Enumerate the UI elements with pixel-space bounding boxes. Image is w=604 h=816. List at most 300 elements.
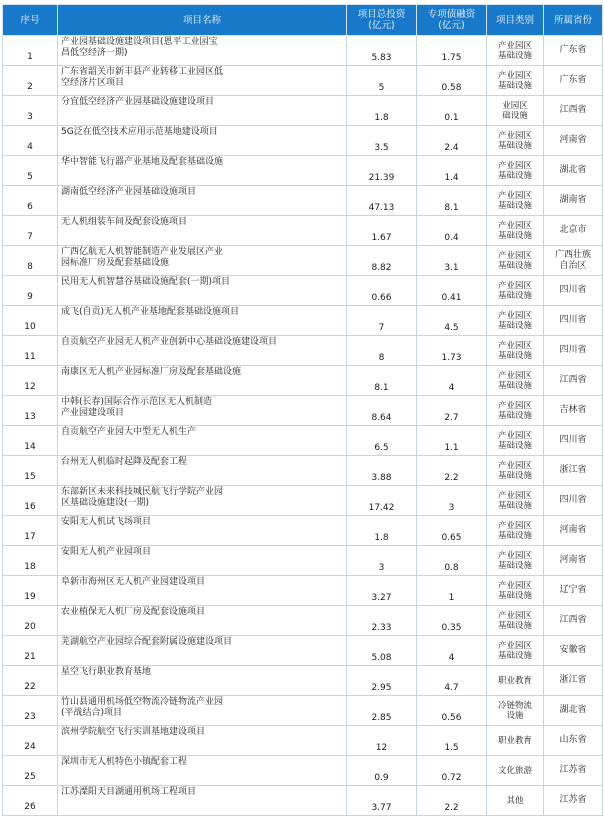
cell-project-name-text: 安阳无人机试飞场项目: [61, 517, 152, 527]
cell-province: [544, 576, 603, 606]
cell-total-investment-text: 6.5: [374, 443, 389, 453]
table-row: [3, 246, 603, 276]
cell-bond-financing: [417, 96, 487, 126]
cell-type: [487, 276, 544, 306]
header-name: 项目名称: [58, 5, 347, 36]
cell-no-text: 16: [24, 502, 36, 512]
cell-province-text: 安徽省: [559, 645, 587, 655]
cell-project-name-text: 中韩(长春)国际合作示范区无人机制造 产业园建设项目: [61, 397, 213, 418]
cell-project-name: [58, 216, 347, 246]
table-row: [3, 186, 603, 216]
cell-province-text: 江苏省: [559, 765, 587, 775]
cell-type-text: 产业园区 基础设施: [497, 280, 532, 301]
cell-province: [544, 486, 603, 516]
cell-project-name-text: 产业园基础设施建设项目(恩平工业园宝 昌低空经济一期): [61, 37, 218, 58]
cell-province-text: 江西省: [559, 105, 587, 115]
cell-province-text: 浙江省: [559, 465, 587, 475]
cell-total-investment: [347, 186, 417, 216]
cell-type-text: 产业园区 基础设施: [497, 370, 532, 391]
cell-no-text: 21: [24, 652, 36, 662]
cell-total-investment-text: 3.77: [371, 803, 392, 813]
cell-total-investment-text: 0.9: [374, 773, 389, 783]
cell-no: [3, 726, 58, 756]
cell-project-name-text: 分宜低空经济产业园基础设施建设项目: [61, 97, 215, 107]
cell-province-text: 四川省: [559, 315, 587, 325]
cell-bond-financing: [417, 516, 487, 546]
header-no: 序号: [3, 5, 58, 36]
cell-project-name-text: 无人机组装车间及配套设施项目: [61, 217, 188, 227]
cell-project-name-text: 农业植保无人机厂房及配套设施项目: [61, 607, 206, 617]
cell-bond-financing: [417, 156, 487, 186]
header-province: 所属省份: [544, 5, 603, 36]
cell-type: [487, 426, 544, 456]
cell-no: [3, 336, 58, 366]
cell-type-text: 产业园区 基础设施: [497, 400, 532, 421]
cell-total-investment: [347, 36, 417, 66]
cell-bond-financing-text: 0.56: [441, 713, 462, 723]
cell-no-text: 18: [24, 562, 36, 572]
cell-bond-financing: [417, 186, 487, 216]
cell-total-investment-text: 2.95: [371, 683, 392, 693]
cell-province: [544, 516, 603, 546]
cell-project-name-text: 滨州学院航空飞行实训基地建设项目: [61, 727, 206, 737]
cell-no-text: 5: [27, 172, 33, 182]
cell-project-name: [58, 696, 347, 726]
cell-no: [3, 696, 58, 726]
cell-type: [487, 516, 544, 546]
cell-project-name: [58, 96, 347, 126]
cell-bond-financing-text: 3: [448, 503, 455, 513]
cell-province-text: 河南省: [559, 555, 587, 565]
table-row: [3, 456, 603, 486]
cell-bond-financing: [417, 276, 487, 306]
cell-province: [544, 66, 603, 96]
table-row: [3, 486, 603, 516]
cell-bond-financing-text: 4: [448, 653, 455, 663]
cell-project-name-text: 星空飞行职业教育基地: [61, 667, 152, 677]
cell-bond-financing-text: 2.4: [444, 143, 459, 153]
cell-bond-financing-text: 1: [448, 593, 455, 603]
cell-type: [487, 246, 544, 276]
cell-bond-financing-text: 1.5: [444, 743, 459, 753]
cell-project-name: [58, 306, 347, 336]
cell-bond-financing-text: 1.73: [441, 353, 462, 363]
cell-no: [3, 306, 58, 336]
cell-total-investment-text: 5.83: [371, 53, 392, 63]
cell-no-text: 14: [24, 442, 36, 452]
cell-bond-financing-text: 0.35: [441, 623, 462, 633]
cell-no-text: 23: [24, 712, 36, 722]
cell-no-text: 20: [24, 622, 36, 632]
cell-type-text: 产业园区 基础设施: [497, 340, 532, 361]
cell-project-name: [58, 276, 347, 306]
cell-total-investment: [347, 396, 417, 426]
cell-type-text: 产业园区 基础设施: [497, 520, 532, 541]
cell-bond-financing: [417, 336, 487, 366]
cell-type-text: 产业园区 基础设施: [497, 220, 532, 241]
cell-province: [544, 666, 603, 696]
cell-total-investment-text: 7: [378, 323, 385, 333]
cell-type-text: 职业教育: [497, 675, 532, 686]
cell-no-text: 8: [27, 262, 33, 272]
cell-project-name-text: 自贡航空产业园大中型无人机生产: [61, 427, 197, 437]
cell-total-investment-text: 2.85: [371, 713, 392, 723]
cell-project-name: [58, 546, 347, 576]
cell-no: [3, 456, 58, 486]
table-row: [3, 276, 603, 306]
table-row: [3, 306, 603, 336]
cell-no: [3, 96, 58, 126]
cell-project-name-text: 芜湖航空产业园综合配套附属设施建设项目: [61, 637, 233, 647]
cell-type: [487, 36, 544, 66]
cell-province: [544, 396, 603, 426]
cell-no: [3, 426, 58, 456]
cell-province: [544, 126, 603, 156]
cell-no: [3, 546, 58, 576]
cell-total-investment: [347, 336, 417, 366]
cell-project-name-text: 5G泛在低空技术应用示范基地建设项目: [61, 127, 218, 137]
cell-province: [544, 306, 603, 336]
table-row: [3, 696, 603, 726]
table-row: [3, 366, 603, 396]
cell-province: [544, 246, 603, 276]
table-row: [3, 516, 603, 546]
cell-province: [544, 726, 603, 756]
cell-project-name: [58, 156, 347, 186]
cell-total-investment-text: 3.5: [374, 143, 389, 153]
cell-no-text: 6: [27, 202, 33, 212]
cell-bond-financing-text: 2.2: [444, 473, 459, 483]
table-row: [3, 126, 603, 156]
cell-no-text: 12: [24, 382, 36, 392]
cell-type: [487, 486, 544, 516]
cell-total-investment-text: 8.1: [374, 383, 389, 393]
cell-bond-financing-text: 1.4: [444, 173, 459, 183]
cell-no: [3, 186, 58, 216]
cell-bond-financing: [417, 726, 487, 756]
cell-bond-financing-text: 4: [448, 383, 455, 393]
cell-project-name-text: 东部新区未来科技城民航飞行学院产业园 区基础设施建设(一期): [61, 487, 224, 508]
cell-province: [544, 36, 603, 66]
cell-province-text: 四川省: [559, 495, 587, 505]
cell-project-name-text: 深圳市无人机特色小镇配套工程: [61, 757, 188, 767]
cell-no-text: 24: [24, 742, 36, 752]
cell-total-investment-text: 2.33: [371, 623, 392, 633]
cell-project-name: [58, 456, 347, 486]
cell-total-investment: [347, 276, 417, 306]
cell-total-investment: [347, 426, 417, 456]
cell-province-text: 湖北省: [559, 165, 587, 175]
cell-province-text: 广东省: [559, 75, 587, 85]
cell-project-name: [58, 36, 347, 66]
cell-type: [487, 696, 544, 726]
table-row: [3, 636, 603, 666]
cell-bond-financing: [417, 546, 487, 576]
cell-total-investment-text: 17.42: [368, 503, 395, 513]
table-row: [3, 66, 603, 96]
cell-province-text: 湖北省: [559, 705, 587, 715]
cell-type: [487, 126, 544, 156]
cell-total-investment-text: 8: [378, 353, 385, 363]
header-total-investment: 项目总投资 (亿元): [347, 5, 417, 36]
cell-bond-financing-text: 8.1: [444, 203, 459, 213]
cell-province: [544, 336, 603, 366]
cell-type-text: 产业园区 基础设施: [497, 610, 532, 631]
cell-bond-financing-text: 3.1: [444, 263, 459, 273]
cell-total-investment: [347, 126, 417, 156]
cell-province-text: 辽宁省: [559, 585, 587, 595]
cell-bond-financing-text: 0.41: [441, 293, 462, 303]
cell-project-name: [58, 426, 347, 456]
cell-bond-financing: [417, 456, 487, 486]
cell-project-name: [58, 246, 347, 276]
cell-total-investment: [347, 636, 417, 666]
cell-province: [544, 276, 603, 306]
cell-bond-financing-text: 0.1: [444, 113, 459, 123]
cell-type: [487, 786, 544, 816]
table-row: [3, 336, 603, 366]
cell-bond-financing-text: 0.58: [441, 83, 462, 93]
cell-type-text: 产业园区 基础设施: [497, 430, 532, 451]
cell-bond-financing-text: 1.1: [444, 443, 459, 453]
cell-total-investment: [347, 306, 417, 336]
table-row: [3, 786, 603, 816]
cell-bond-financing: [417, 216, 487, 246]
cell-no-text: 11: [24, 352, 36, 362]
cell-total-investment: [347, 546, 417, 576]
cell-total-investment-text: 0.66: [371, 293, 392, 303]
cell-no-text: 13: [24, 412, 36, 422]
table-row: [3, 96, 603, 126]
cell-project-name: [58, 186, 347, 216]
cell-type: [487, 366, 544, 396]
cell-total-investment-text: 1.67: [371, 233, 392, 243]
cell-province: [544, 636, 603, 666]
header-type: 项目类别: [487, 5, 544, 36]
cell-type-text: 产业园区 基础设施: [497, 190, 532, 211]
cell-type: [487, 636, 544, 666]
cell-province: [544, 186, 603, 216]
cell-province-text: 广东省: [559, 45, 587, 55]
cell-province-text: 山东省: [559, 735, 587, 745]
cell-no: [3, 576, 58, 606]
cell-type-text: 产业园区 基础设施: [497, 310, 532, 331]
cell-bond-financing-text: 0.8: [444, 563, 459, 573]
cell-total-investment: [347, 666, 417, 696]
cell-project-name: [58, 336, 347, 366]
cell-no: [3, 396, 58, 426]
cell-total-investment-text: 3: [378, 563, 385, 573]
cell-total-investment-text: 3.88: [371, 473, 392, 483]
cell-bond-financing: [417, 486, 487, 516]
cell-no: [3, 606, 58, 636]
cell-type-text: 产业园区 基础设施: [497, 40, 532, 61]
cell-province-text: 河南省: [559, 135, 587, 145]
cell-bond-financing: [417, 396, 487, 426]
cell-project-name-text: 阜新市海州区无人机产业园建设项目: [61, 577, 206, 587]
cell-type-text: 文化旅游: [497, 765, 532, 776]
cell-province: [544, 426, 603, 456]
cell-type: [487, 216, 544, 246]
cell-no-text: 4: [27, 142, 33, 152]
cell-no-text: 25: [24, 772, 36, 782]
cell-province: [544, 366, 603, 396]
cell-project-name: [58, 786, 347, 816]
cell-province-text: 湖南省: [559, 195, 587, 205]
cell-project-name-text: 台州无人机临时起降及配套工程: [61, 457, 188, 467]
cell-total-investment: [347, 786, 417, 816]
cell-type-text: 产业园区 基础设施: [497, 160, 532, 181]
cell-project-name: [58, 66, 347, 96]
cell-no-text: 7: [27, 232, 33, 242]
cell-bond-financing: [417, 66, 487, 96]
project-table: [2, 4, 603, 816]
cell-province-text: 浙江省: [559, 675, 587, 685]
cell-type: [487, 186, 544, 216]
cell-no: [3, 636, 58, 666]
cell-project-name-text: 成飞(自贡)无人机产业基地配套基础设施项目: [61, 307, 240, 317]
cell-type-text: 产业园区 基础设施: [497, 250, 532, 271]
cell-total-investment-text: 5.08: [371, 653, 392, 663]
table-row: [3, 666, 603, 696]
cell-project-name-text: 自贡航空产业园无人机产业创新中心基础设施建设项目: [61, 337, 278, 347]
cell-no-text: 15: [24, 472, 36, 482]
table-row: [3, 606, 603, 636]
cell-project-name-text: 华中智能飞行器产业基地及配套基础设施: [61, 157, 224, 167]
cell-no: [3, 516, 58, 546]
cell-province: [544, 696, 603, 726]
cell-type: [487, 546, 544, 576]
cell-no: [3, 156, 58, 186]
cell-no-text: 19: [24, 592, 36, 602]
cell-type: [487, 66, 544, 96]
cell-project-name-text: 广西亿航无人机智能制造产业发展区产业 园标准厂房及配套基础设施: [61, 247, 224, 268]
table-row: [3, 546, 603, 576]
cell-province-text: 江西省: [559, 615, 587, 625]
cell-province-text: 吉林省: [559, 405, 587, 415]
cell-project-name-text: 江苏溧阳天目湖通用机场工程项目: [61, 787, 197, 797]
cell-no-text: 1: [27, 52, 33, 62]
cell-no: [3, 486, 58, 516]
cell-project-name: [58, 606, 347, 636]
cell-bond-financing-text: 4.5: [444, 323, 459, 333]
cell-type-text: 产业园区 基础设施: [497, 640, 532, 661]
cell-type: [487, 156, 544, 186]
cell-type-text: 产业园区 基础设施: [497, 460, 532, 481]
cell-no-text: 22: [24, 682, 36, 692]
table-row: [3, 426, 603, 456]
cell-type-text: 产业园区 基础设施: [497, 130, 532, 151]
cell-bond-financing-text: 1.75: [441, 53, 462, 63]
cell-province-text: 河南省: [559, 525, 587, 535]
cell-bond-financing: [417, 576, 487, 606]
cell-type-text: 其他: [506, 795, 524, 806]
cell-type: [487, 666, 544, 696]
cell-project-name: [58, 486, 347, 516]
cell-no-text: 3: [27, 112, 33, 122]
cell-bond-financing: [417, 666, 487, 696]
table-row: [3, 726, 603, 756]
cell-project-name: [58, 576, 347, 606]
cell-type: [487, 456, 544, 486]
cell-province-text: 四川省: [559, 435, 587, 445]
cell-province: [544, 156, 603, 186]
table-row: [3, 216, 603, 246]
cell-bond-financing: [417, 126, 487, 156]
cell-total-investment-text: 21.39: [368, 173, 395, 183]
cell-total-investment: [347, 246, 417, 276]
cell-no-text: 17: [24, 532, 36, 542]
cell-project-name: [58, 366, 347, 396]
cell-total-investment-text: 12: [375, 743, 388, 753]
cell-province-text: 北京市: [559, 225, 587, 235]
cell-total-investment: [347, 216, 417, 246]
cell-project-name-text: 竹山县通用机场低空物流冷链物流产业园 (平战结合)项目: [61, 697, 224, 718]
cell-province: [544, 786, 603, 816]
cell-bond-financing-text: 0.72: [441, 773, 462, 783]
cell-bond-financing-text: 2.7: [444, 413, 459, 423]
cell-project-name-text: 广东省韶关市新丰县产业转移工业园区低 空经济片区项目: [61, 67, 224, 88]
cell-total-investment: [347, 156, 417, 186]
cell-bond-financing: [417, 306, 487, 336]
cell-bond-financing-text: 0.65: [441, 533, 462, 543]
cell-type: [487, 96, 544, 126]
cell-type: [487, 576, 544, 606]
cell-total-investment: [347, 606, 417, 636]
cell-bond-financing-text: 0.4: [444, 233, 459, 243]
cell-bond-financing-text: 2.2: [444, 803, 459, 813]
cell-type-text: 产业园区 基础设施: [497, 580, 532, 601]
cell-project-name-text: 湖南低空经济产业园基础设施项目: [61, 187, 197, 197]
cell-total-investment: [347, 516, 417, 546]
cell-total-investment-text: 1.8: [374, 113, 389, 123]
cell-total-investment: [347, 366, 417, 396]
cell-project-name-text: 民用无人机智慧谷基础设施配套(一期)项目: [61, 277, 231, 287]
cell-no-text: 10: [24, 322, 36, 332]
cell-total-investment: [347, 726, 417, 756]
cell-type-text: 职业教育: [497, 735, 532, 746]
cell-no: [3, 36, 58, 66]
cell-bond-financing: [417, 246, 487, 276]
cell-total-investment: [347, 66, 417, 96]
cell-total-investment: [347, 96, 417, 126]
cell-no: [3, 666, 58, 696]
cell-project-name-text: 南康区无人机产业园标准厂房及配套基础设施: [61, 367, 242, 377]
cell-no: [3, 66, 58, 96]
header-bond-financing: 专项债融资 (亿元): [417, 5, 487, 36]
cell-type-text: 冷链物流 设施: [497, 700, 532, 721]
cell-project-name: [58, 126, 347, 156]
cell-type: [487, 336, 544, 366]
cell-bond-financing: [417, 366, 487, 396]
table-row: [3, 576, 603, 606]
cell-type: [487, 396, 544, 426]
table-row: [3, 396, 603, 426]
cell-province-text: 四川省: [559, 285, 587, 295]
cell-bond-financing: [417, 786, 487, 816]
cell-project-name: [58, 516, 347, 546]
cell-bond-financing: [417, 636, 487, 666]
cell-bond-financing-text: 4.7: [444, 683, 459, 693]
header-row: [3, 5, 603, 36]
cell-no: [3, 786, 58, 816]
cell-province-text: 江西省: [559, 375, 587, 385]
cell-total-investment-text: 8.82: [371, 263, 392, 273]
cell-total-investment-text: 3.27: [371, 593, 392, 603]
cell-no-text: 2: [27, 82, 33, 92]
cell-province: [544, 546, 603, 576]
cell-no-text: 9: [27, 292, 33, 302]
